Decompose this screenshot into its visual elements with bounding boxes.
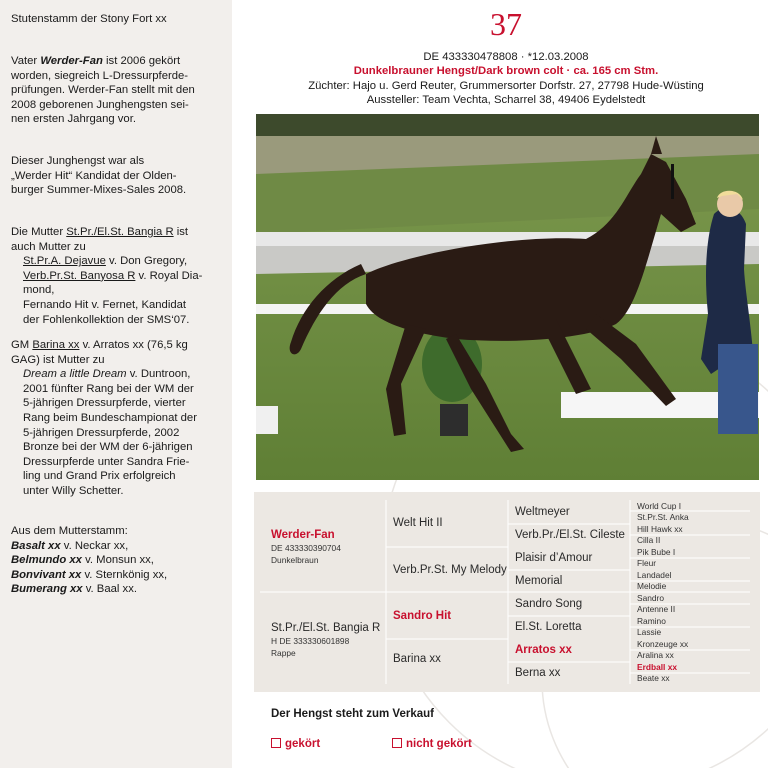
text: v. Sternkönig xx, [81, 568, 168, 581]
pedigree-gen3-8: Berna xx [515, 667, 561, 679]
text: „Werder Hit“ Kandidat der Olden- [11, 169, 177, 182]
sidebar [0, 0, 232, 768]
pedigree-gen4-7: Landadel [637, 570, 672, 580]
text: v. Baal xx. [82, 583, 137, 596]
text: GAG) ist Mutter zu [11, 353, 105, 366]
pedigree-gen4-15: Erdball xx [637, 662, 678, 672]
text: v. Neckar xx, [60, 539, 129, 552]
pedigree-gen4-2: St.Pr.St. Anka [637, 512, 689, 522]
sale-candidate-paragraph [11, 154, 223, 198]
pedigree-gen4-10: Antenne II [637, 604, 676, 614]
pedigree-gen2-4: Barina xx [393, 653, 441, 665]
text: Die Mutter [11, 226, 67, 238]
option-gekoert[interactable] [271, 738, 320, 750]
horse-title: Dunkelbrauner Hengst/Dark brown colt · ca. 165 cm Stm. [353, 65, 659, 77]
text: 5-jährigen Dressurpferde, 2002 [23, 426, 180, 439]
text: Dressurpferde unter Sandra Frie- [23, 455, 190, 468]
pedigree-sire-color: Dunkelbraun [271, 555, 319, 565]
pedigree-gen4-12: Lassie [637, 627, 662, 637]
granddam-name-link[interactable]: Barina xx [32, 339, 80, 351]
registration-line: DE 433330478808 · *12.03.2008 [423, 51, 589, 63]
pedigree-gen4-13: Kronzeuge xx [637, 639, 689, 649]
pedigree-dam-reg: H DE 333330601898 [271, 636, 350, 646]
text: Aus dem Mutterstamm: [11, 525, 128, 537]
stallion-name: Belmundo xx [11, 554, 82, 567]
stallion-name: Bumerang xx [11, 583, 83, 596]
text: prüfungen. Werder-Fan stellt mit den [11, 84, 195, 97]
pedigree-gen3-2: Verb.Pr./El.St. Cileste [515, 529, 625, 541]
text: 5-jährigen Dressurpferde, vierter [23, 397, 186, 410]
text: Rang beim Bundeschampionat der [23, 411, 197, 424]
pedigree-gen2-2: Verb.Pr.St. My Melody [393, 564, 507, 576]
text: worden, siegreich L-Dressurpferde- [11, 69, 189, 82]
pedigree-gen2-3: Sandro Hit [393, 610, 452, 622]
text: ist [173, 226, 189, 238]
stallion-name: Bonvivant xx [11, 568, 82, 581]
text: Fernando Hit v. Fernet, Kandidat [23, 298, 187, 311]
stamm-heading-block [11, 12, 223, 27]
pedigree-gen4-4: Cilla II [637, 535, 661, 545]
horse-photo-illustration [256, 114, 759, 480]
text: 2008 geborenen Junghengsten sei- [11, 98, 189, 111]
pedigree-gen3-3: Plaisir d’Amour [515, 552, 593, 564]
stallion-name: Basalt xx [11, 539, 61, 552]
text: Vater [11, 55, 41, 67]
pedigree-gen3-1: Weltmeyer [515, 506, 570, 518]
text: v. Arratos xx (76,5 kg [79, 339, 188, 351]
stamm-heading: Stutenstamm der Stony Fort xx [11, 13, 167, 25]
text: v. Royal Dia- [135, 269, 203, 282]
pedigree-sire: Werder-Fan [271, 529, 335, 541]
text: v. Duntroon, [126, 368, 191, 381]
pedigree-gen3-6: El.St. Loretta [515, 621, 582, 633]
text: v. Don Gregory, [105, 255, 188, 268]
sire-name: Werder-Fan [40, 55, 103, 67]
text: GM [11, 339, 33, 351]
offspring-link-dejavue[interactable]: St.Pr.A. Dejavue [23, 255, 106, 268]
pedigree-gen4-9: Sandro [637, 593, 665, 603]
checkbox-icon[interactable] [392, 738, 402, 748]
text: nen ersten Jahrgang vor. [11, 113, 136, 126]
dam-paragraph [11, 225, 223, 327]
pedigree-gen4-5: Pik Bube I [637, 547, 676, 557]
pedigree-gen4-11: Ramino [637, 616, 666, 626]
pedigree-table [254, 492, 760, 692]
pedigree-gen4-16: Beate xx [637, 673, 670, 683]
mare-line-paragraph [11, 524, 223, 597]
offspring-name: Dream a little Dream [23, 368, 127, 381]
pedigree-sire-reg: DE 433330390704 [271, 543, 341, 553]
pedigree-dam: St.Pr./El.St. Bangia R [271, 622, 381, 634]
text: ling und Grand Prix erfolgreich [23, 470, 176, 483]
option-nicht-gekoert[interactable] [392, 738, 472, 750]
text: auch Mutter zu [11, 240, 86, 253]
pedigree-dam-color: Rappe [271, 648, 296, 658]
sire-paragraph [11, 54, 223, 127]
pedigree-gen3-7: Arratos xx [515, 644, 572, 656]
pedigree-gen2-1: Welt Hit II [393, 517, 443, 529]
pedigree-gen4-3: Hill Hawk xx [637, 524, 683, 534]
dam-name-link[interactable]: St.Pr./El.St. Bangia R [66, 226, 174, 238]
text: unter Willy Schetter. [23, 484, 124, 497]
text: v. Monsun xx, [81, 554, 154, 567]
text: ist 2006 gekört [102, 55, 181, 67]
pedigree-gen3-4: Memorial [515, 575, 563, 587]
pedigree-gen4-14: Aralina xx [637, 650, 674, 660]
checkbox-icon[interactable] [271, 738, 281, 748]
horse-photo [256, 114, 759, 480]
pedigree-gen4-8: Melodie [637, 581, 667, 591]
text: 2001 fünfter Rang bei der WM der [23, 382, 194, 395]
text: Bronze bei der WM der 6-jährigen [23, 441, 193, 454]
text: mond, [23, 284, 55, 297]
text: burger Summer-Mixes-Sales 2008. [11, 184, 187, 197]
text: der Fohlenkollektion der SMS‘07. [23, 313, 190, 326]
sale-heading: Der Hengst steht zum Verkauf [271, 708, 434, 720]
option-label: gekört [285, 738, 321, 750]
pedigree-gen3-5: Sandro Song [515, 598, 583, 610]
offspring-link-banyosa[interactable]: Verb.Pr.St. Banyosa R [23, 269, 136, 282]
catalog-number: 37 [490, 6, 522, 42]
exhibitor-line: Aussteller: Team Vechta, Scharrel 38, 49406 Eydelstedt [366, 94, 646, 106]
option-label: nicht gekört [406, 738, 472, 750]
granddam-paragraph [11, 338, 223, 499]
breeder-line: Züchter: Hajo u. Gerd Reuter, Grummersorter Dorfstr. 27, 27798 Hude-Wüsting [308, 80, 704, 92]
pedigree-gen4-6: Fleur [637, 558, 657, 568]
pedigree-gen4-1: World Cup I [637, 501, 682, 511]
text: Dieser Junghengst war als [11, 155, 145, 167]
